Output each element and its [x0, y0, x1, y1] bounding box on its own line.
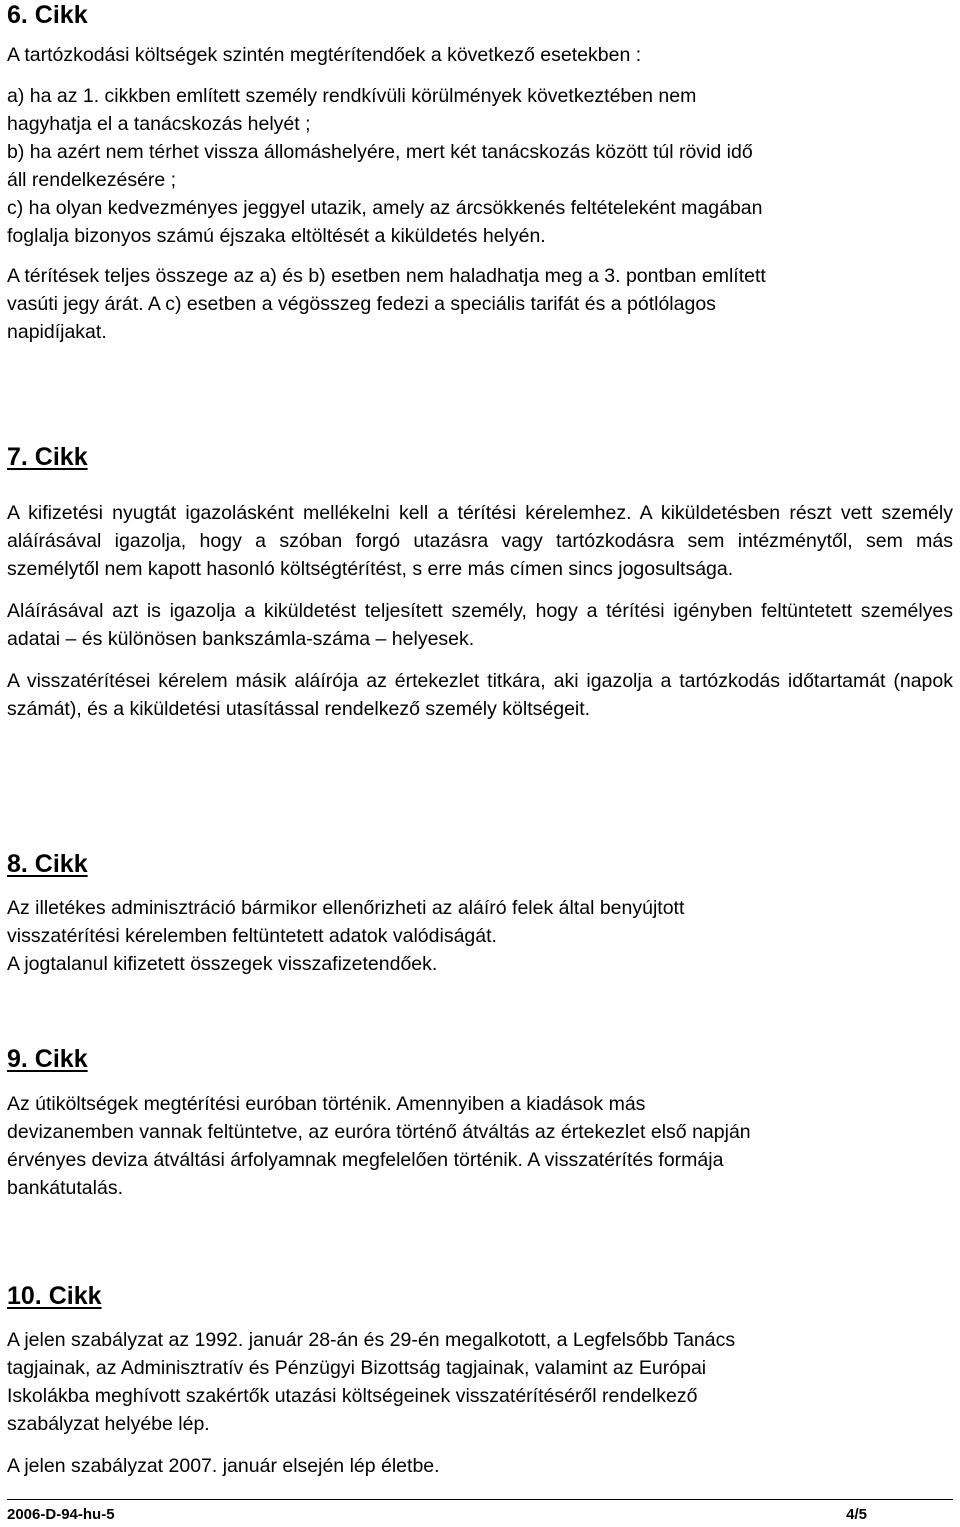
item-c-line-2: foglalja bizonyos számú éjszaka eltöltését a kiküldetés helyén.	[7, 225, 546, 247]
section-9-body	[7, 1090, 953, 1202]
section-7-paragraph-3: A visszatérítései kérelem másik aláírója az értekezlet titkára, aki igazolja a tartózkodás időtartamát (napok számát), és a kiküldetési utasítással rendelkező személy költségeit.	[7, 670, 953, 720]
section-7-paragraph-1: A kifizetési nyugtát igazolásként mellékelni kell a térítési kérelemhez. A kiküldetésben részt vett személy aláírásával igazolja, hogy a szóban forgó utazásra vagy tartózkodásra sem intézménytől, sem más személytől nem kapott hasonló költségtérítést, s erre más címen sincs jogosultsága.	[7, 502, 953, 580]
section-8-title: 8. Cikk	[7, 850, 88, 878]
section-9	[7, 1044, 953, 1202]
section-9-title: 9. Cikk	[7, 1045, 88, 1073]
section-8-line-1: Az illetékes adminisztráció bármikor ellenőrizheti az aláíró felek által benyújtott	[7, 897, 685, 919]
section-9-line-3: érvényes deviza átváltási árfolyamnak megfelelően történik. A visszatérítés formája	[7, 1149, 724, 1171]
section-9-line-1: Az útiköltségek megtérítési euróban történik. Amennyiben a kiadások más	[7, 1093, 646, 1115]
section-10-line-1: A jelen szabályzat az 1992. január 28-án és 29-én megalkotott, a Legfelsőbb Tanács	[7, 1329, 736, 1351]
section-9-line-2: devizanemben vannak feltüntetve, az euróra történő átváltás az értekezlet első napján	[7, 1121, 751, 1143]
section-9-line-4: bankátutalás.	[7, 1177, 124, 1199]
item-c-line-1: c) ha olyan kedvezményes jeggyel utazik, amely az árcsökkenés feltételeként magában	[7, 197, 763, 219]
section-8	[7, 849, 953, 978]
section-10-line-2: tagjainak, az Adminisztratív és Pénzügyi Bizottság tagjainak, valamint az Európai	[7, 1357, 707, 1379]
section-7	[7, 442, 953, 723]
item-b-line-1: b) ha azért nem térhet vissza állomáshelyére, mert két tanácskozás között túl rövid idő	[7, 141, 753, 163]
section-6-intro: A tartózkodási költségek szintén megtérítendőek a következő esetekben :	[7, 44, 642, 66]
section-7-title: 7. Cikk	[7, 443, 88, 471]
section-6-title: 6. Cikk	[7, 1, 88, 29]
footer-document-id: 2006-D-94-hu-5	[7, 1506, 115, 1523]
section-10-line-4: szabályzat helyébe lép.	[7, 1413, 210, 1435]
section-6-items	[7, 82, 953, 250]
section-6	[7, 0, 953, 346]
section-7-paragraph-2: Aláírásával azt is igazolja a kiküldetést teljesített személy, hogy a térítési igényben feltüntetett személyes adatai – és különösen bankszámla-száma – helyesek.	[7, 600, 953, 650]
section-10	[7, 1281, 953, 1480]
section-10-line-3: Iskolákba meghívott szakértők utazási költségeinek visszatérítéséről rendelkező	[7, 1385, 698, 1407]
section-6-note	[7, 262, 953, 346]
item-a-line-1: a) ha az 1. cikkben említett személy rendkívüli körülmények következtében nem	[7, 85, 697, 107]
note-line-1: A térítések teljes összege az a) és b) esetben nem haladhatja meg a 3. pontban említett	[7, 265, 766, 287]
section-10-body	[7, 1326, 953, 1438]
note-line-3: napidíjakat.	[7, 321, 107, 343]
footer-page-number: 4/5	[846, 1506, 867, 1523]
section-10-effective-date: A jelen szabályzat 2007. január elsején lép életbe.	[7, 1455, 440, 1477]
item-b-line-2: áll rendelkezésére ;	[7, 169, 177, 191]
page-footer	[7, 1499, 953, 1523]
section-8-body	[7, 894, 953, 978]
section-8-line-3: A jogtalanul kifizetett összegek visszafizetendőek.	[7, 953, 438, 975]
item-a-line-2: hagyhatja el a tanácskozás helyét ;	[7, 113, 311, 135]
section-10-title: 10. Cikk	[7, 1282, 102, 1310]
section-8-line-2: visszatérítési kérelemben feltüntetett adatok valódiságát.	[7, 925, 497, 947]
note-line-2: vasúti jegy árát. A c) esetben a végösszeg fedezi a speciális tarifát és a pótlólagos	[7, 293, 716, 315]
